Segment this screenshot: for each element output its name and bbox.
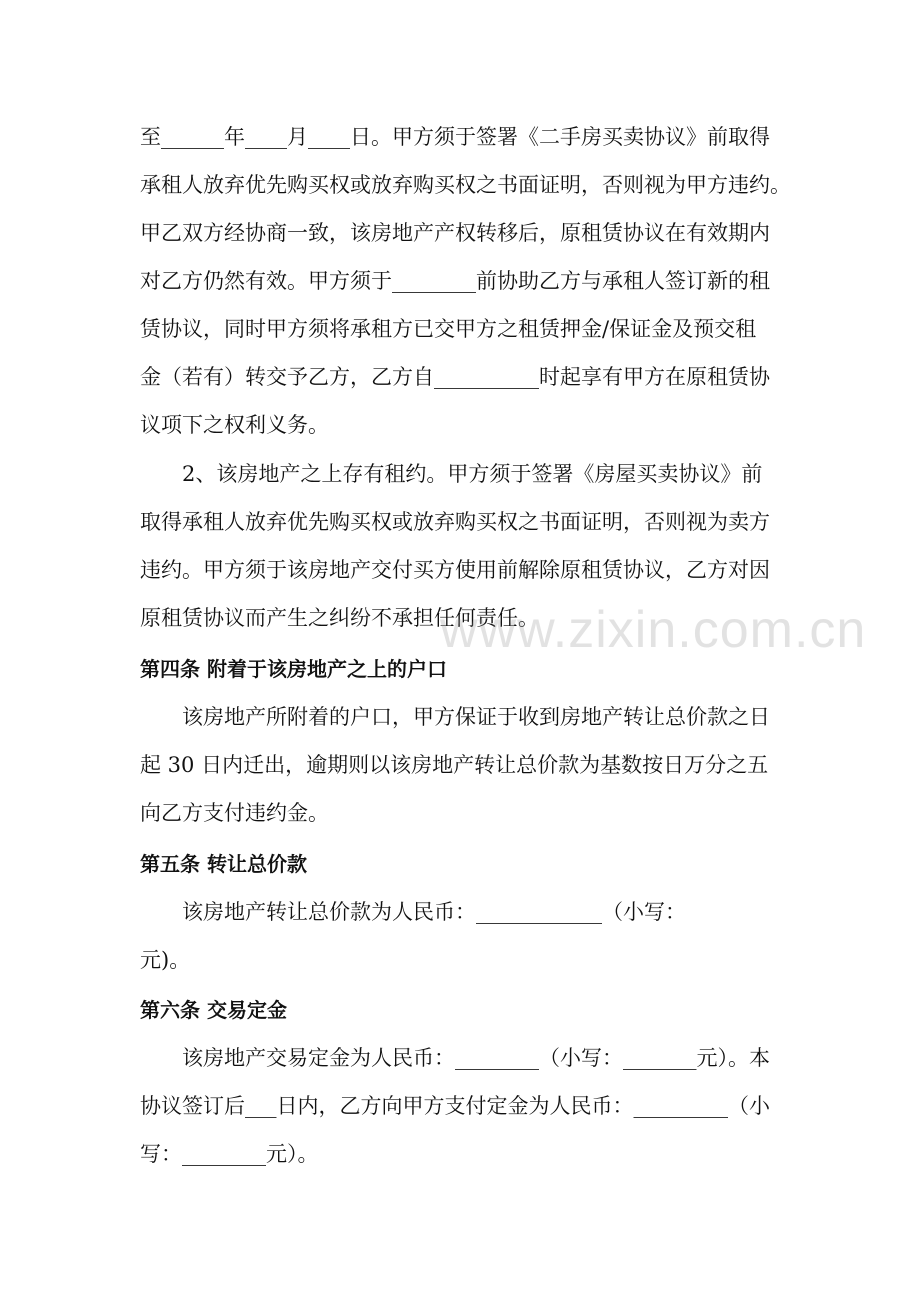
paragraph-line: 原租赁协议而产生之纠纷不承担任何责任。 xyxy=(140,606,539,630)
paragraph-line: 该房地产转让总价款为人民币：____________（小写： xyxy=(182,900,686,924)
paragraph-line: 该房地产所附着的户口，甲方保证于收到房地产转让总价款之日 xyxy=(182,705,770,729)
paragraph-line: 甲乙双方经协商一致，该房地产产权转移后，原租赁协议在有效期内 xyxy=(140,221,770,245)
paragraph-line: 对乙方仍然有效。甲方须于________前协助乙方与承租人签订新的租 xyxy=(140,269,770,293)
section-heading: 第五条 转让总价款 xyxy=(140,852,307,876)
paragraph-line: 违约。甲方须于该房地产交付买方使用前解除原租赁协议，乙方对因 xyxy=(140,558,770,582)
paragraph-line: 赁协议，同时甲方须将承租方已交甲方之租赁押金/保证金及预交租 xyxy=(140,317,757,341)
paragraph-line: 金（若有）转交予乙方，乙方自__________时起享有甲方在原租赁协 xyxy=(140,365,770,389)
paragraph-line: 向乙方支付违约金。 xyxy=(140,801,329,825)
paragraph-line: 协议签订后___日内，乙方向甲方支付定金为人民币：_________（小 xyxy=(140,1094,770,1118)
section-heading: 第四条 附着于该房地产之上的户口 xyxy=(140,657,447,681)
paragraph-line: 起 30 日内迁出，逾期则以该房地产转让总价款为基数按日万分之五 xyxy=(140,753,769,777)
paragraph-line: 元)。 xyxy=(140,948,191,972)
section-heading: 第六条 交易定金 xyxy=(140,998,287,1022)
paragraph-line: 写：________元）。 xyxy=(140,1142,319,1166)
paragraph-line: 取得承租人放弃优先购买权或放弃购买权之书面证明，否则视为卖方 xyxy=(140,510,770,534)
paragraph-line: 议项下之权利义务。 xyxy=(140,413,329,437)
watermark-text: www.zixin.com.cn xyxy=(440,601,867,659)
paragraph-line: 至______年____月____日。甲方须于签署《二手房买卖协议》前取得 xyxy=(140,125,770,149)
paragraph-line: 该房地产交易定金为人民币：________（小写：_______元）。本 xyxy=(182,1046,770,1070)
paragraph-line: 2、该房地产之上存有租约。甲方须于签署《房屋买卖协议》前 xyxy=(182,462,763,486)
paragraph-line: 承租人放弃优先购买权或放弃购买权之书面证明，否则视为甲方违约。 xyxy=(140,173,791,197)
